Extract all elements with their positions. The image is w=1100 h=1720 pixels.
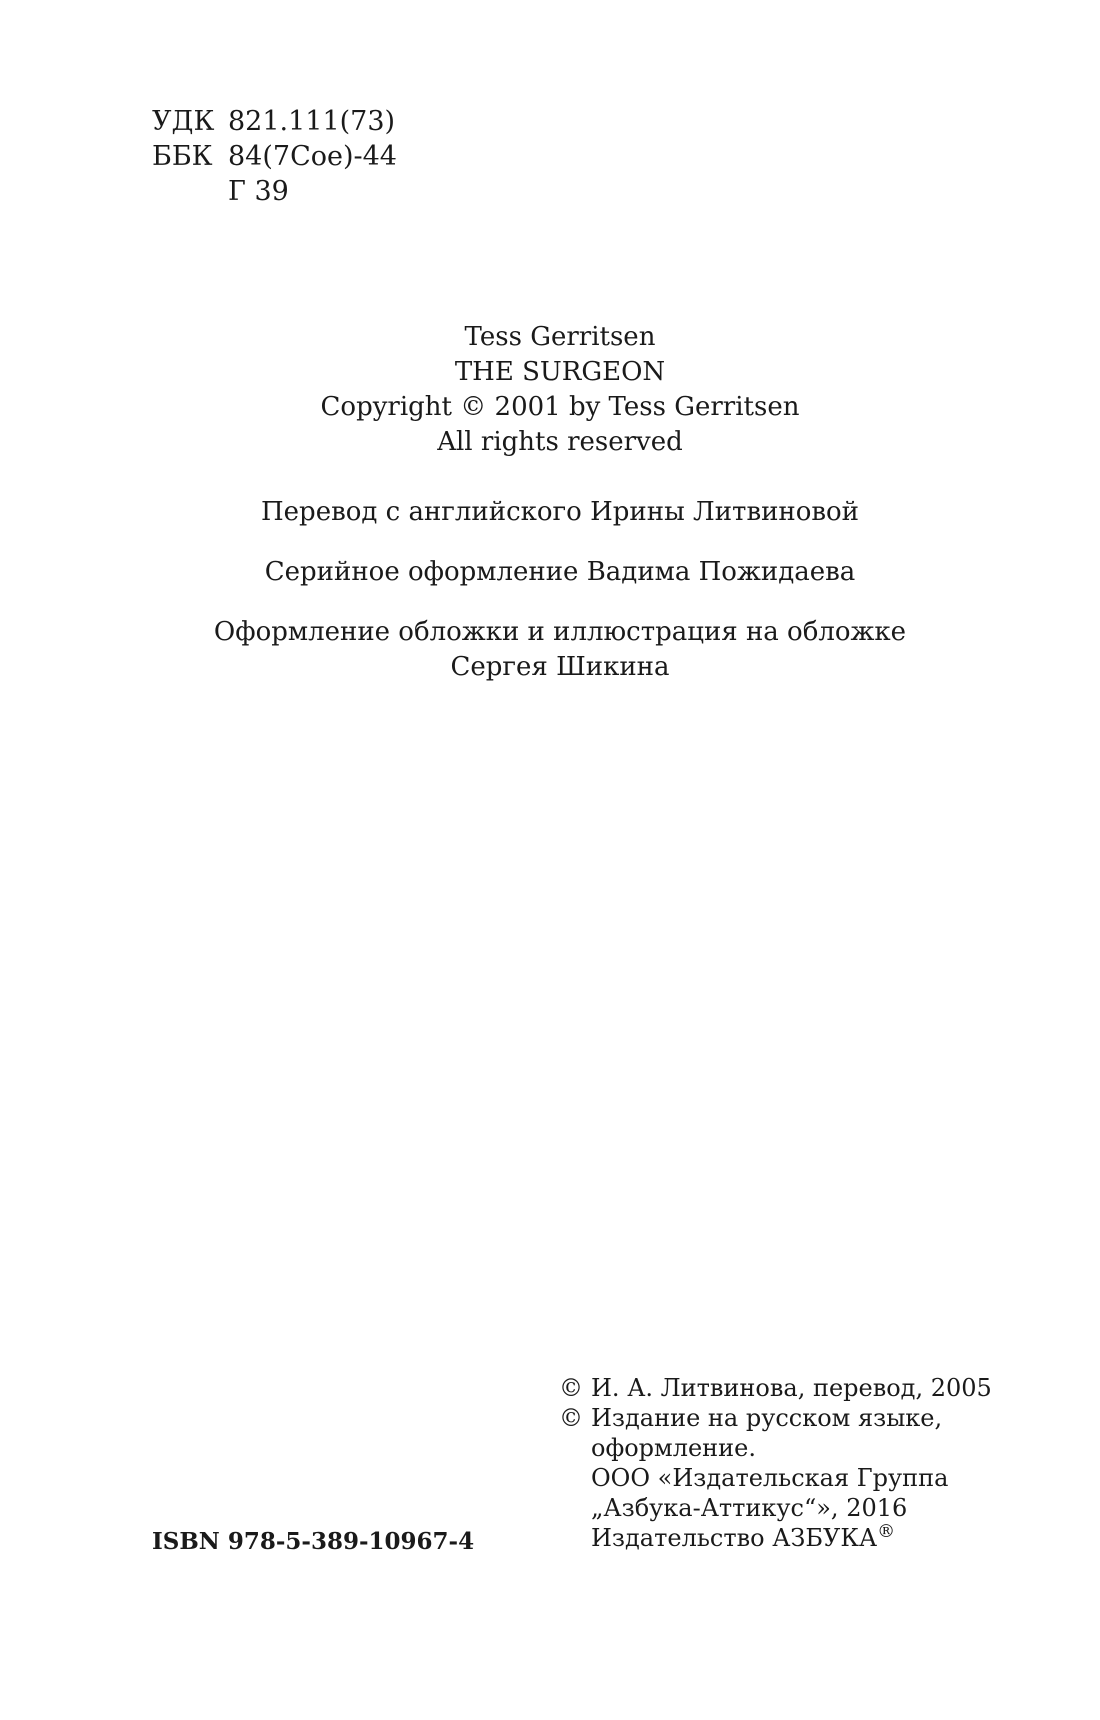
copyright-sign: © [559,1404,583,1432]
series-design-credit [0,555,1100,590]
original-author: Tess Gerritsen [464,322,656,352]
udk-label: УДК [152,106,215,137]
udk-row [152,104,397,139]
edition-copyright [559,1403,992,1433]
bbk-label: ББК [152,141,213,172]
library-classification [152,104,397,209]
edition-copyright-line4: „Азбука-Аттикус“», 2016 [591,1494,908,1522]
edition-copyright-line2: оформление. [591,1434,756,1462]
publisher-name: Издательство АЗБУКА [591,1524,878,1552]
udk-value: 821.111(73) [228,106,396,137]
original-title: THE SURGEON [454,357,666,387]
edition-copyright-line3: ООО «Издательская Группа [591,1464,949,1492]
bbk-row [152,139,397,174]
copyright-notices [559,1373,992,1553]
cover-design-line1: Оформление обложки и иллюстрация на обложке [213,617,907,647]
translation-credit-text: Перевод с английского Ирины Литвиновой [260,497,860,527]
registered-trademark-icon: ® [877,1521,896,1542]
translation-credit [0,495,1100,530]
original-rights: All rights reserved [437,427,683,457]
cover-design-line2: Сергея Шикина [450,652,670,682]
copyright-sign: © [559,1374,583,1402]
original-edition-info [0,320,1100,460]
translation-copyright-text: И. А. Литвинова, перевод, 2005 [591,1374,992,1402]
author-mark-row [152,174,397,209]
isbn: ISBN 978-5-389-10967-4 [152,1528,475,1555]
series-design-text: Серийное оформление Вадима Пожидаева [264,557,856,587]
bbk-value: 84(7Сое)-44 [228,141,397,172]
edition-copyright-line1: Издание на русском языке, [591,1404,943,1432]
publisher-line [559,1523,992,1553]
author-mark: Г 39 [228,176,289,207]
original-copyright: Copyright © 2001 by Tess Gerritsen [320,392,800,422]
cover-design-credit [0,615,1100,685]
translation-copyright [559,1373,992,1403]
